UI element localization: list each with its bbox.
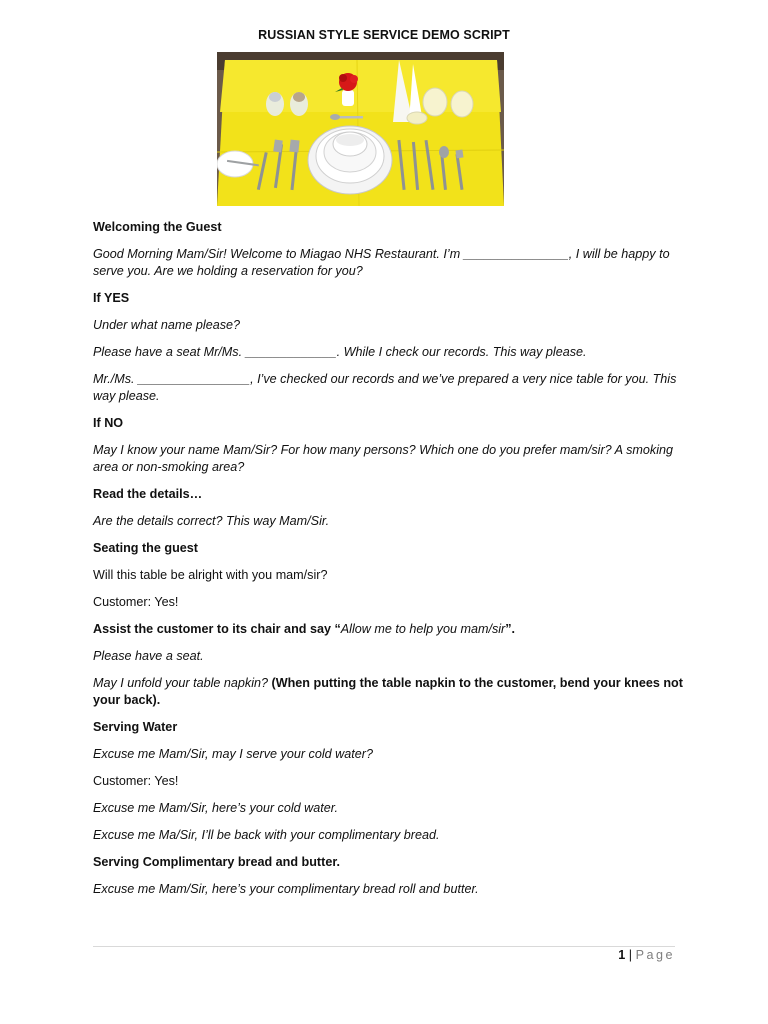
heading-if-no: If NO <box>93 416 124 430</box>
page-footer <box>618 948 675 962</box>
napkin-line <box>93 675 683 709</box>
heading-if-yes: If YES <box>93 291 130 305</box>
napkin-instruction: (When putting the table napkin to the customer, bend your knees not your back). <box>93 676 683 707</box>
please-seat-line: Please have a seat. <box>93 649 204 663</box>
footer-separator: | <box>625 948 636 962</box>
water-line-2: Excuse me Mam/Sir, here’s your cold water. <box>93 801 338 815</box>
no-line-1: May I know your name Mam/Sir? For how many persons? Which one do you prefer mam/sir? A smoking area or non-smoking area? <box>93 443 674 474</box>
seating-question: Will this table be alright with you mam/sir? <box>93 568 328 582</box>
customer-reply-2: Customer: Yes! <box>93 774 179 788</box>
yes-line-1: Under what name please? <box>93 318 241 332</box>
details-line: Are the details correct? This way Mam/Sir. <box>93 514 330 528</box>
assist-suffix: ”. <box>505 622 516 636</box>
heading-seating: Seating the guest <box>93 541 198 555</box>
script-body <box>93 219 683 908</box>
heading-welcoming: Welcoming the Guest <box>93 220 222 234</box>
heading-serving-water: Serving Water <box>93 720 178 734</box>
assist-prefix: Assist the customer to its chair and say “ <box>93 622 341 636</box>
water-line-3: Excuse me Ma/Sir, I’ll be back with your complimentary bread. <box>93 828 440 842</box>
customer-reply-1: Customer: Yes! <box>93 595 179 609</box>
footer-divider <box>93 946 675 947</box>
napkin-question: May I unfold your table napkin? <box>93 676 269 690</box>
page-number: 1 <box>618 948 626 962</box>
table-setting-illustration <box>217 52 504 206</box>
table-setting-photo <box>217 52 504 206</box>
heading-bread: Serving Complimentary bread and butter. <box>93 855 341 869</box>
assist-quote: Allow me to help you mam/sir <box>340 622 506 636</box>
assist-line <box>93 621 683 638</box>
heading-read-details: Read the details… <box>93 487 203 501</box>
welcoming-line: Good Morning Mam/Sir! Welcome to Miagao NHS Restaurant. I’m _______________, I will be happy to serve you. Are we holding a reservation for you? <box>93 247 670 278</box>
page-label: Page <box>635 948 675 962</box>
water-line-1: Excuse me Mam/Sir, may I serve your cold water? <box>93 747 373 761</box>
bread-line-1: Excuse me Mam/Sir, here’s your complimentary bread roll and butter. <box>93 882 479 896</box>
document-title: RUSSIAN STYLE SERVICE DEMO SCRIPT <box>258 28 510 42</box>
yes-line-2: Please have a seat Mr/Ms. _____________. While I check our records. This way please. <box>93 345 587 359</box>
yes-line-3: Mr./Ms. ________________, I’ve checked our records and we’ve prepared a very nice table for you. This way please. <box>93 372 677 403</box>
